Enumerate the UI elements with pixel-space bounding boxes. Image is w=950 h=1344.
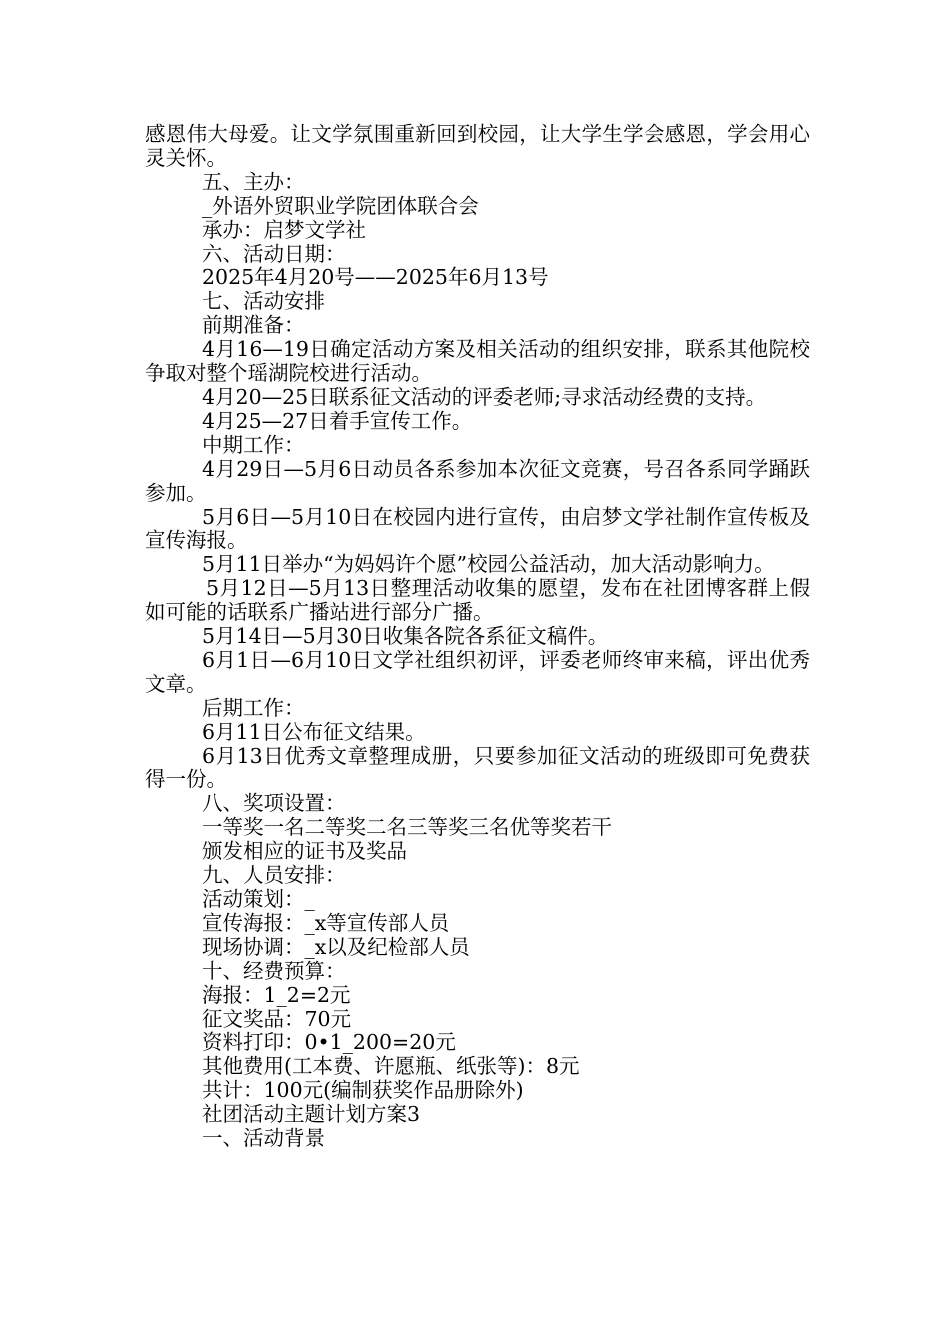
paragraph: 4月16—19日确定活动方案及相关活动的组织安排，联系其他院校争取对整个瑶湖院校进行活动。: [145, 337, 810, 386]
paragraph: 6月11日公布征文结果。: [202, 719, 426, 744]
paragraph: 5月6日—5月10日在校园内进行宣传，由启梦文学社制作宣传板及宣传海报。: [145, 504, 810, 553]
document-body: [145, 123, 810, 1151]
section-heading: 六、活动日期：: [202, 241, 346, 266]
paragraph: 海报：1_2=2元: [202, 982, 351, 1007]
paragraph: 感恩伟大母爱。让文学氛围重新回到校园，让大学生学会感恩，学会用心灵关怀。: [145, 122, 810, 170]
section-heading: 五、主办：: [202, 169, 305, 194]
paragraph: 5月11日举办“为妈妈许个愿”校园公益活动，加大活动影响力。: [202, 552, 775, 577]
paragraph: 其他费用(工本费、许愿瓶、纸张等)：8元: [202, 1054, 580, 1079]
subheading: 中期工作：: [202, 432, 305, 457]
paragraph: _外语外贸职业学院团体联合会: [202, 193, 479, 218]
paragraph: 活动策划：_: [202, 887, 315, 911]
paragraph: 2025年4月20号——2025年6月13号: [202, 265, 549, 290]
paragraph: 4月20—25日联系征文活动的评委老师;寻求活动经费的支持。: [202, 384, 767, 409]
section-heading: 十、经费预算：: [202, 958, 346, 983]
section-heading: 七、活动安排: [202, 289, 325, 314]
paragraph: 现场协调：_x以及纪检部人员: [202, 934, 470, 959]
paragraph: 资料打印：0•1_200=20元: [202, 1030, 456, 1055]
subheading: 后期工作：: [202, 695, 305, 720]
paragraph: 5月14日—5月30日收集各院各系征文稿件。: [202, 624, 609, 649]
paragraph: 5月12日—5月13日整理活动收集的愿望，发布在社团博客群上假如可能的话联系广播站进行部分广播。: [145, 576, 810, 625]
paragraph: 颁发相应的证书及奖品: [202, 839, 407, 864]
plan-title: 社团活动主题计划方案3: [202, 1102, 421, 1127]
paragraph: 一等奖一名二等奖二名三等奖三名优等奖若干: [202, 815, 612, 840]
section-heading: 九、人员安排：: [202, 863, 346, 888]
paragraph: 4月25—27日着手宣传工作。: [202, 408, 473, 433]
section-heading: 八、奖项设置：: [202, 791, 346, 816]
paragraph: 承办：启梦文学社: [202, 217, 366, 242]
paragraph: 6月1日—6月10日文学社组织初评，评委老师终审来稿，评出优秀文章。: [145, 647, 810, 696]
paragraph: 4月29日—5月6日动员各系参加本次征文竞赛，号召各系同学踊跃参加。: [145, 456, 810, 505]
paragraph: 6月13日优秀文章整理成册，只要参加征文活动的班级即可免费获得一份。: [145, 743, 810, 792]
subheading: 前期准备：: [202, 313, 305, 338]
section-heading: 一、活动背景: [202, 1126, 325, 1151]
paragraph: 宣传海报：_x等宣传部人员: [202, 910, 450, 935]
paragraph: 共计：100元(编制获奖作品册除外): [202, 1078, 524, 1103]
paragraph: 征文奖品：70元: [202, 1006, 352, 1031]
